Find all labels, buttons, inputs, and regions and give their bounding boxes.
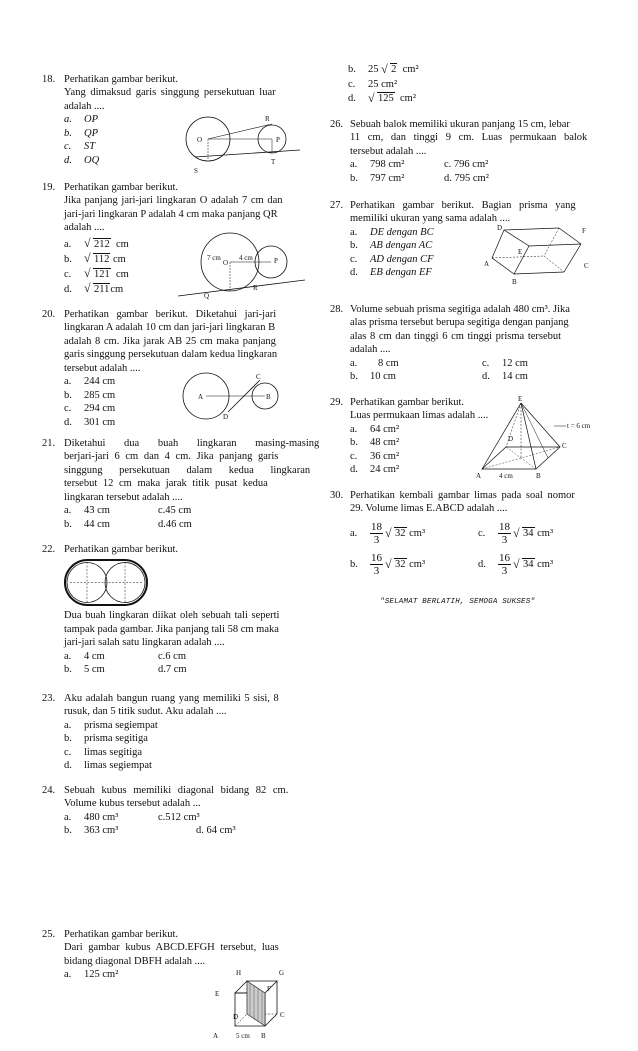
option-b[interactable]: 5 cm [84, 664, 105, 676]
label-G: G [279, 969, 285, 977]
question-text: singgung persekutuan dalam kedua lingkaran [64, 464, 311, 476]
option-c[interactable]: c. $\frac{18}{3}$ √ 34 cm³ [478, 521, 553, 546]
question-text: Perhatikan gambar berikut. [350, 397, 465, 408]
option-a[interactable]: a. $\frac{18}{3}$ √ 32 cm³ [350, 521, 478, 546]
label-B: B [266, 393, 271, 401]
label-F: F [582, 227, 586, 235]
label-O: O [197, 136, 203, 144]
question-text: Diketahui dua buah lingkaran masing-masing [64, 438, 320, 449]
question-number: 21. [42, 438, 56, 449]
option-b[interactable]: 10 cm [370, 371, 396, 383]
question-text: Perhatikan gambar berikut. Bagian prisma yang [350, 200, 576, 211]
question-25-continued [348, 62, 608, 107]
option-d[interactable]: d. 301 cm [64, 416, 116, 428]
label-R: R [265, 115, 270, 123]
option-c[interactable]: 45 cm [165, 505, 192, 517]
cube-figure [210, 968, 290, 1046]
question-number: 22. [42, 544, 56, 555]
option-a[interactable]: a. 244 cm [64, 376, 116, 388]
question-text: adalah 8 cm. Jika jarak AB 25 cm maka panjang [64, 335, 276, 347]
label-P: P [276, 136, 280, 144]
question-text: Perhatikan gambar berikut. [64, 182, 179, 193]
label-E: E [518, 395, 523, 403]
label-P: P [274, 257, 278, 265]
question-text: Sebuah balok memiliki ukuran panjang 15 cm, lebar [350, 119, 570, 130]
option-c[interactable]: c. ST [64, 141, 96, 153]
option-a[interactable]: 480 cm³ [84, 811, 119, 823]
option-c[interactable]: c. √ 121 cm [64, 267, 310, 282]
question-text: 29. Volume limas E.ABCD adalah .... [350, 503, 508, 515]
label-4cm: 4 cm [499, 472, 513, 480]
label-C: C [256, 373, 261, 381]
label-E: E [215, 990, 220, 998]
question-text: Volume sebuah prisma segitiga adalah 480 cm³. Jika [350, 304, 570, 315]
question-text: Sebuah kubus memiliki diagonal bidang 82 cm. [64, 785, 289, 796]
question-number: 27. [330, 200, 344, 211]
label-O: O [223, 259, 229, 267]
option-b[interactable]: b. 25 √ 2 cm² [348, 62, 608, 78]
pyramid-figure [474, 395, 614, 483]
option-a[interactable]: 43 cm [84, 505, 110, 517]
option-c[interactable]: 512 cm³ [165, 811, 200, 823]
option-b[interactable]: 44 cm [84, 518, 110, 530]
option-b[interactable]: b. AB dengan AC [350, 240, 433, 252]
question-text: adalah .... [64, 222, 105, 234]
label-Q: Q [204, 292, 210, 300]
option-d[interactable]: d. √ 125 cm² [348, 91, 608, 107]
option-d[interactable]: d. EB dengan EF [350, 267, 432, 279]
label-D: D [223, 413, 229, 421]
option-b[interactable]: 797 cm² [370, 172, 405, 184]
question-text: garis singgung persekutuan dalam kedua lingkaran [64, 349, 278, 361]
option-c[interactable]: c. 25 cm² [348, 79, 398, 90]
question-text: bidang diagonal DBFH adalah .... [64, 955, 206, 967]
question-text: adalah .... [350, 344, 391, 356]
option-a[interactable]: a. 125 cm² [64, 969, 119, 981]
label-B: B [512, 278, 517, 286]
two-circles-tangent-figure [178, 232, 308, 300]
option-c[interactable]: c. limas segitiga [64, 746, 143, 758]
label-A: A [484, 260, 490, 268]
question-text: lingkaran tersebut adalah .... [64, 491, 183, 503]
option-c[interactable]: 12 cm [502, 357, 528, 369]
question-text: berjari-jari 6 cm dan 4 cm. Jika panjang garis [64, 451, 279, 463]
question-text: adalah .... [64, 100, 105, 112]
option-a[interactable]: 798 cm² [370, 159, 405, 171]
question-number: 23. [42, 693, 56, 704]
option-b[interactable]: b. QP [64, 127, 98, 139]
option-d[interactable]: 14 cm [502, 371, 528, 383]
prism-figure [484, 224, 594, 286]
option-a[interactable]: a. prisma segiempat [64, 719, 158, 731]
question-text: Jika panjang jari-jari lingkaran O adalah 7 cm dan [64, 195, 283, 207]
label-D: D [497, 224, 503, 232]
option-d[interactable]: 795 cm² [454, 172, 489, 184]
label-A: A [476, 472, 482, 480]
question-text: Dua buah lingkaran diikat oleh sebuah tali seperti [64, 610, 280, 622]
label-B: B [536, 472, 541, 480]
question-number: 28. [330, 304, 344, 315]
option-c[interactable]: 6 cm [165, 650, 186, 662]
label-B: B [261, 1032, 266, 1040]
question-number: 18. [42, 74, 56, 85]
option-d[interactable]: 46 cm [165, 518, 192, 530]
question-number: 24. [42, 785, 56, 796]
question-text: Yang dimaksud garis singgung persekutuan luar [64, 87, 276, 99]
option-b[interactable]: b. $\frac{16}{3}$ √ 32 cm³ [350, 552, 478, 577]
question-text: tampak pada gambar. Jika panjang tali 58 cm maka [64, 623, 279, 635]
label-4cm: 4 cm [239, 254, 253, 262]
option-a[interactable]: a. DE dengan BC [350, 226, 434, 238]
question-text: Perhatikan kembali gambar limas pada soal nomor [350, 490, 575, 501]
option-d[interactable]: d. $\frac{16}{3}$ √ 34 cm³ [478, 552, 553, 577]
option-c[interactable]: 796 cm² [453, 159, 489, 171]
option-a[interactable]: a. OP [64, 114, 98, 126]
question-text: jari-jari lingkaran P adalah 4 cm maka panjang QR [64, 208, 278, 220]
option-d[interactable]: d. limas segiempat [64, 760, 152, 772]
label-C: C [584, 262, 589, 270]
question-text: tersebut 12 cm maka jarak titik pusat kedua [64, 478, 268, 490]
label-A: A [213, 1032, 219, 1040]
closing-message: "SELAMAT BERLATIH, SEMOGA SUKSES" [380, 598, 536, 606]
option-a[interactable]: 4 cm [84, 650, 105, 662]
question-text: rusuk, dan 5 titik sudut. Aku adalah .... [64, 706, 227, 718]
question-text: Perhatikan gambar berikut. [64, 74, 179, 85]
question-text: 11 cm, dan tinggi 9 cm. Luas permukaan balok [350, 132, 588, 144]
option-d[interactable]: d. OQ [64, 154, 100, 166]
question-number: 29. [330, 397, 344, 408]
option-b[interactable]: b. 48 cm² [350, 437, 400, 449]
label-C: C [280, 1011, 285, 1019]
question-text: Perhatikan gambar berikut. [64, 929, 179, 940]
label-5cm: 5 cm [236, 1032, 250, 1040]
label-H: H [236, 969, 242, 977]
label-D: D [508, 435, 514, 443]
question-text: alas 8 cm dan tinggi 6 cm tinggi prisma tersebut [350, 330, 562, 342]
question-text: Perhatikan gambar berikut. Diketahui jari-jari [64, 309, 277, 320]
question-number: 30. [330, 490, 344, 501]
option-b[interactable]: 363 cm³ [84, 825, 119, 837]
label-C: C [562, 442, 567, 450]
option-d[interactable]: d. √ 211 cm [64, 282, 310, 297]
label-D: D [233, 1013, 239, 1021]
question-number: 19. [42, 182, 56, 193]
rope-circles-figure [62, 558, 152, 608]
tangent-circles-figure [175, 112, 305, 177]
question-text: Volume kubus tersebut adalah ... [64, 798, 201, 810]
option-b[interactable]: b. prisma segitiga [64, 733, 148, 745]
question-text: Aku adalah bangun ruang yang memiliki 5 sisi, 8 [64, 693, 279, 704]
label-7cm: 7 cm [207, 254, 221, 262]
question-number: 20. [42, 309, 56, 320]
option-c[interactable]: c. 36 cm² [350, 450, 400, 462]
question-number: 26. [330, 119, 344, 130]
label-S: S [194, 167, 198, 175]
option-b[interactable]: b. 285 cm [64, 389, 116, 401]
option-d[interactable]: 7 cm [165, 664, 187, 676]
option-d[interactable]: d. 24 cm² [350, 464, 400, 476]
question-text: tersebut adalah .... [350, 145, 427, 157]
label-F: F [267, 985, 271, 993]
option-b[interactable]: b. √ 112 cm [64, 252, 310, 267]
question-text: Luas permukaan limas adalah .... [350, 410, 489, 422]
label-t-6cm: t = 6 cm [567, 422, 591, 430]
label-T: T [271, 158, 276, 166]
question-text: alas prisma tersebut berupa segitiga dengan panjang [350, 317, 569, 329]
question-text: tersebut adalah .... [64, 362, 141, 374]
option-d[interactable]: 64 cm³ [206, 825, 236, 837]
question-number: 25. [42, 929, 56, 940]
question-text: lingkaran A adalah 10 cm dan jari-jari lingkaran B [64, 322, 276, 334]
internal-tangent-figure [180, 372, 290, 422]
question-text: jari-jari salah satu lingkaran adalah .... [64, 637, 225, 649]
label-E: E [518, 248, 523, 256]
option-c[interactable]: c. 294 cm [64, 403, 116, 415]
question-text: Perhatikan gambar berikut. [64, 544, 179, 555]
label-A: A [198, 393, 204, 401]
question-text: memiliki ukuran yang sama adalah .... [350, 213, 511, 225]
option-a[interactable]: a. 64 cm² [350, 423, 400, 435]
option-c[interactable]: c. AD dengan CF [350, 253, 434, 265]
option-a[interactable]: a. √ 212 cm [64, 237, 310, 252]
question-text: Dari gambar kubus ABCD.EFGH tersebut, luas [64, 942, 279, 954]
label-R: R [253, 284, 258, 292]
option-a[interactable]: 8 cm [378, 357, 399, 369]
